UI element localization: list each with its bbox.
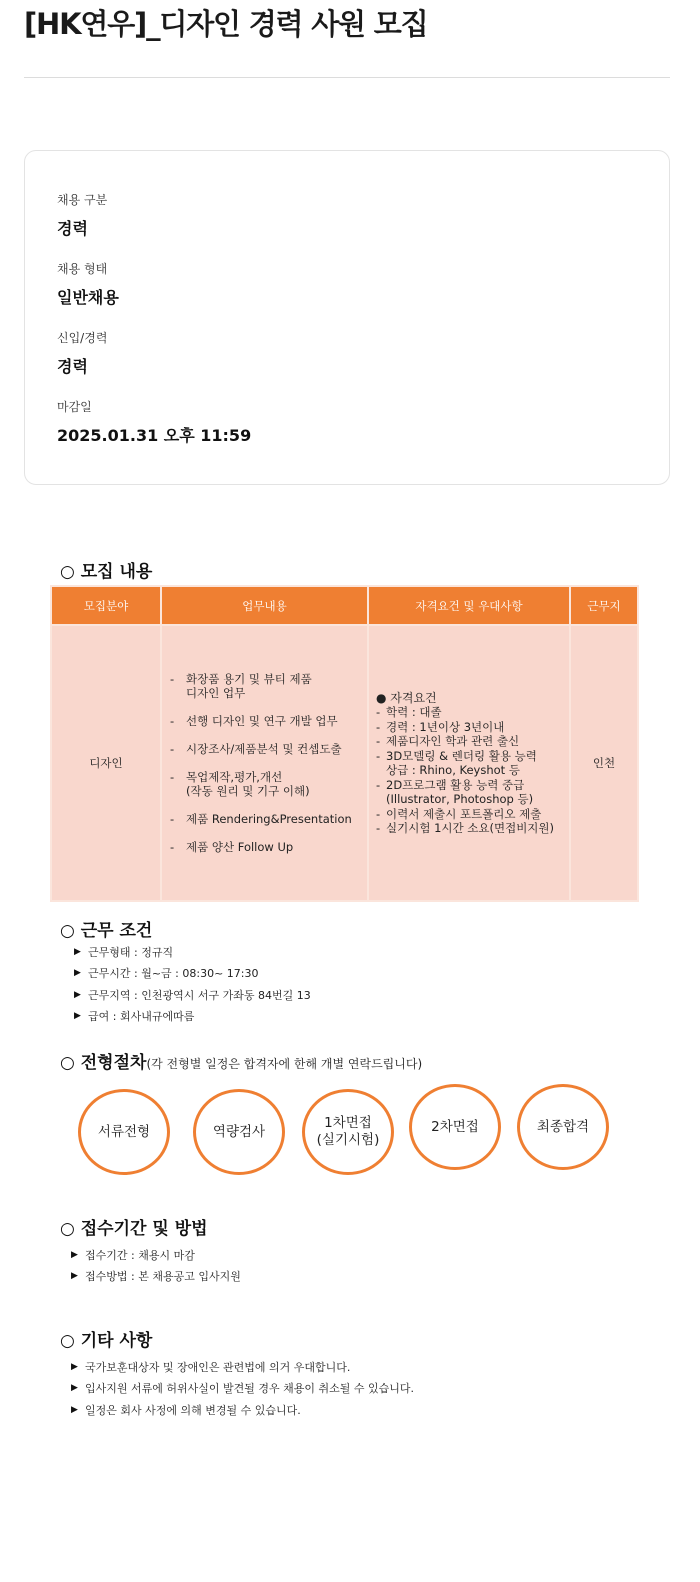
triangle-bullet-icon: ▶ (74, 946, 81, 957)
table-header-cell: 모집분야 (51, 586, 161, 625)
qualification-list (369, 691, 569, 836)
list-item (71, 1266, 241, 1288)
qualifications-cell (368, 625, 570, 901)
list-item: - 3D모델링 & 렌더링 활용 능력 상급 : Rhino, Keyshot 등 (376, 748, 537, 777)
location-cell: 인천 (570, 625, 638, 901)
list-item: - 제품디자인 학과 관련 출신 (376, 734, 520, 748)
qualification-text: 경력 : 1년이상 3년이내 (386, 719, 505, 734)
list-item (74, 1006, 311, 1028)
triangle-bullet-icon: ▶ (74, 989, 81, 1000)
list-item (71, 1378, 414, 1400)
info-label: 채용 형태 (57, 262, 108, 276)
triangle-bullet-icon: ▶ (74, 1011, 81, 1022)
triangle-bullet-icon: ▶ (71, 1404, 78, 1415)
qualification-text: 3D모델링 & 렌더링 활용 능력 상급 : Rhino, Keyshot 등 (386, 748, 537, 777)
qualification-text: 실기시험 1시간 소요(면접비지원) (386, 821, 555, 835)
process-step-interview-2: 2차면접 (409, 1084, 501, 1170)
table-header-cell: 자격요건 및 우대사항 (368, 586, 570, 625)
duty-text: 제품 양산 Follow Up (186, 840, 294, 854)
info-deadline (57, 398, 251, 446)
field-cell: 디자인 (51, 625, 161, 901)
list-item: - 시장조사/제품분석 및 컨셉도출 (170, 742, 342, 756)
info-experience (57, 329, 107, 377)
list-item: - 이력서 제출시 포트폴리오 제출 (376, 806, 542, 821)
list-item (71, 1244, 241, 1266)
duty-text: 목업제작,평가,개선 (작동 원리 및 기구 이해) (186, 770, 310, 798)
triangle-bullet-icon: ▶ (71, 1383, 78, 1394)
info-hire-type (57, 260, 119, 308)
etc-text: 입사지원 서류에 허위사실이 발견될 경우 채용이 취소될 수 있습니다. (85, 1382, 414, 1396)
table-header-cell: 근무지 (570, 586, 638, 625)
etc-heading: ○ 기타 사항 (60, 1331, 153, 1351)
etc-text: 국가보훈대상자 및 장애인은 관련법에 의거 우대합니다. (85, 1360, 351, 1374)
recruit-heading: ○ 모집 내용 (60, 562, 153, 582)
table-header-cell: 업무내용 (161, 586, 368, 625)
qualification-text: 2D프로그램 활용 능력 중급 (Illustrator, Photoshop 등) (386, 777, 534, 806)
duty-text: 시장조사/제품분석 및 컨셉도출 (186, 742, 342, 756)
list-item (74, 963, 311, 985)
list-item (74, 941, 311, 963)
duty-text: 선행 디자인 및 연구 개발 업무 (186, 714, 338, 728)
duty-text: 제품 Rendering&Presentation (186, 812, 352, 826)
triangle-bullet-icon: ▶ (71, 1249, 78, 1260)
info-hire-category (57, 191, 107, 239)
info-label: 채용 구분 (57, 193, 108, 207)
page-title: [HK연우]_디자인 경력 사원 모집 (24, 7, 428, 41)
application-text: 접수기간 : 채용시 마감 (85, 1248, 195, 1262)
qualification-text: 학력 : 대졸 (386, 705, 442, 719)
condition-text: 근무시간 : 월~금 : 08:30~ 17:30 (88, 967, 259, 981)
process-note: (각 전형별 일정은 합격자에 한해 개별 연락드립니다) (146, 1057, 423, 1071)
list-item (71, 1399, 414, 1421)
info-value: 경력 (57, 357, 88, 376)
triangle-bullet-icon: ▶ (71, 1361, 78, 1372)
condition-text: 근무지역 : 인천광역시 서구 가좌동 84번길 13 (88, 988, 311, 1002)
duty-text: 화장품 용기 및 뷰티 제품 디자인 업무 (186, 672, 312, 700)
process-step-interview-1: 1차면접 (실기시험) (302, 1089, 394, 1175)
conditions-heading: ○ 근무 조건 (60, 921, 153, 941)
info-value: 2025.01.31 오후 11:59 (57, 426, 252, 445)
list-item: - 실기시험 1시간 소요(면접비지원) (376, 821, 555, 835)
duty-list (162, 672, 367, 854)
etc-list (71, 1356, 414, 1421)
list-item: - 학력 : 대졸 (376, 705, 442, 719)
title-divider (24, 77, 670, 78)
info-label: 마감일 (57, 400, 92, 414)
list-item: - 선행 디자인 및 연구 개발 업무 (170, 714, 338, 728)
condition-text: 근무형태 : 정규직 (88, 945, 174, 959)
application-list (71, 1244, 241, 1287)
list-item: - 경력 : 1년이상 3년이내 (376, 719, 505, 734)
etc-text: 일정은 회사 사정에 의해 변경될 수 있습니다. (85, 1403, 301, 1417)
process-heading-text: ○ 전형절차 (60, 1053, 147, 1073)
qualification-text: 제품디자인 학과 관련 출신 (386, 734, 520, 748)
process-step-document: 서류전형 (78, 1089, 170, 1175)
list-item (71, 1356, 414, 1378)
application-text: 접수방법 : 본 채용공고 입사지원 (85, 1270, 241, 1284)
condition-text: 급여 : 회사내규에따름 (88, 1010, 195, 1024)
list-item: - 제품 Rendering&Presentation (170, 812, 352, 826)
list-item: - 제품 양산 Follow Up (170, 840, 294, 854)
recruit-table (50, 585, 639, 902)
info-value: 일반채용 (57, 288, 119, 307)
application-heading: ○ 접수기간 및 방법 (60, 1219, 208, 1239)
process-step-final: 최종합격 (517, 1084, 609, 1170)
qualification-heading: ● 자격요건 (376, 690, 437, 705)
info-label: 신입/경력 (57, 331, 108, 345)
duties-cell (161, 625, 368, 901)
process-heading (60, 1048, 422, 1073)
table-row (51, 625, 638, 901)
list-item: - 2D프로그램 활용 능력 중급 (Illustrator, Photoshop 등) (376, 777, 534, 806)
table-header-row (51, 586, 638, 625)
process-step-aptitude: 역량검사 (193, 1089, 285, 1175)
list-item: - 목업제작,평가,개선 (작동 원리 및 기구 이해) (170, 770, 310, 798)
qualification-text: 이력서 제출시 포트폴리오 제출 (386, 806, 542, 821)
list-item: - 화장품 용기 및 뷰티 제품 디자인 업무 (170, 672, 312, 700)
job-summary-card (24, 150, 670, 485)
info-value: 경력 (57, 219, 88, 238)
triangle-bullet-icon: ▶ (74, 968, 81, 979)
triangle-bullet-icon: ▶ (71, 1271, 78, 1282)
list-item (74, 984, 311, 1006)
conditions-list (74, 941, 311, 1027)
